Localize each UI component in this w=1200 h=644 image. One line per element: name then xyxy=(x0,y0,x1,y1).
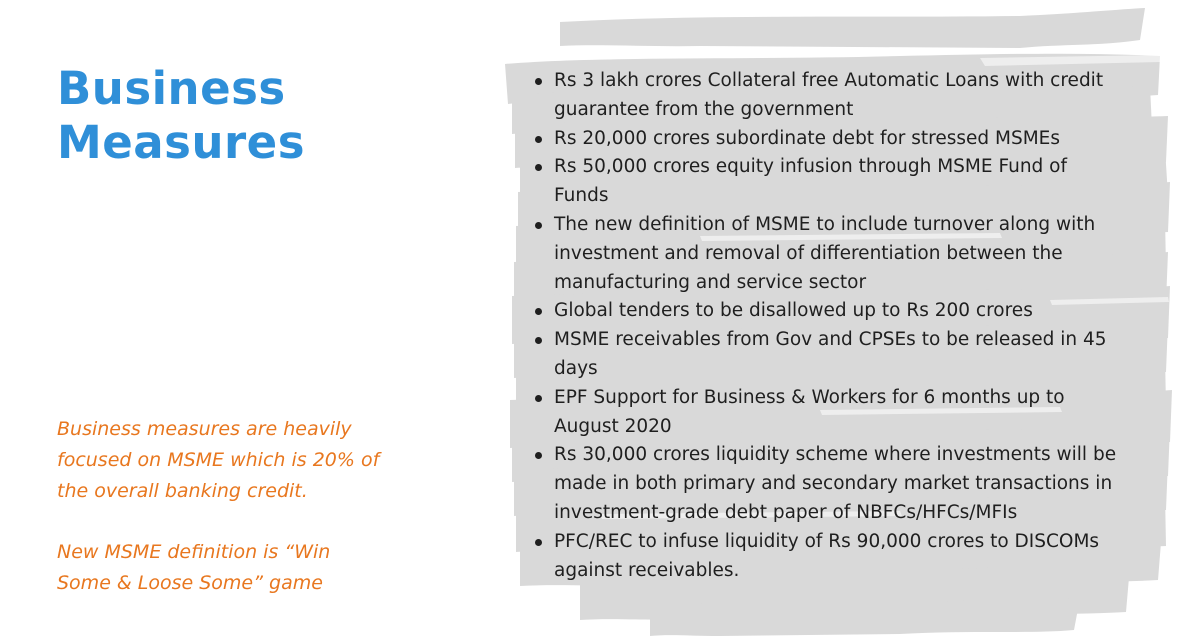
list-item: The new definition of MSME to include turnover along with investment and removal of differentiation between the manufacturing and service sector xyxy=(530,211,1120,297)
list-item: Rs 3 lakh crores Collateral free Automatic Loans with credit guarantee from the government xyxy=(530,67,1120,125)
list-item: PFC/REC to infuse liquidity of Rs 90,000 crores to DISCOMs against receivables. xyxy=(530,528,1120,586)
list-item: Rs 50,000 crores equity infusion through MSME Fund of Funds xyxy=(530,153,1120,211)
list-item: Rs 30,000 crores liquidity scheme where investments will be made in both primary and secondary market transactions in investment-grade debt paper of NBFCs/HFCs/MFIs xyxy=(530,441,1120,527)
list-item: Rs 20,000 crores subordinate debt for stressed MSMEs xyxy=(530,125,1120,154)
note-msme-focus: Business measures are heavily focused on MSME which is 20% of the overall banking credit. xyxy=(57,418,380,502)
list-item: MSME receivables from Gov and CPSEs to be released in 45 days xyxy=(530,326,1120,384)
list-item: Global tenders to be disallowed up to Rs 200 crores xyxy=(530,297,1120,326)
note-msme-definition: New MSME definition is “Win Some & Loose Some” game xyxy=(57,541,331,594)
measures-list xyxy=(530,67,1120,585)
title-line-2: Measures xyxy=(57,116,305,169)
list-item: EPF Support for Business & Workers for 6 months up to August 2020 xyxy=(530,384,1120,442)
title-line-1: Business xyxy=(57,62,286,115)
